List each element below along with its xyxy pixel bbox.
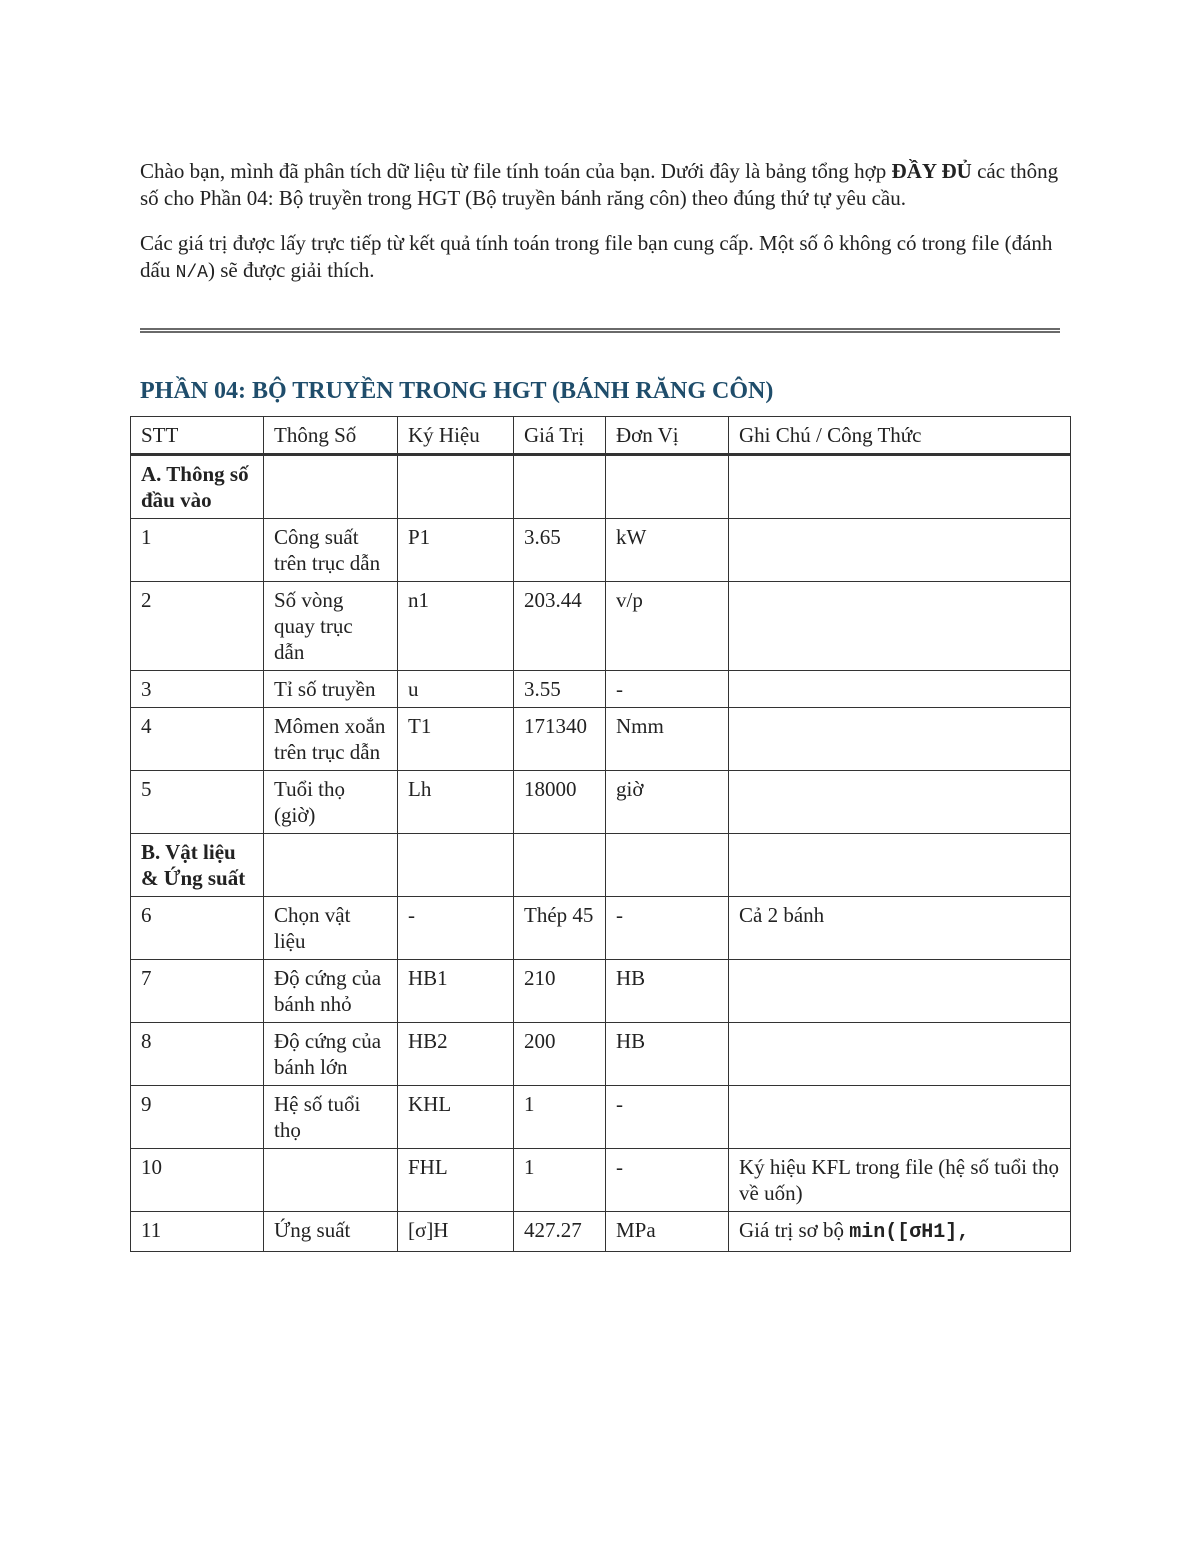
param-cell: Tuổi thọ (giờ) [264,771,398,834]
intro-text-part: Các giá trị được lấy trực tiếp từ kết quả tính toán trong file bạn cung cấp. Một số ô không có trong file (đánh dấu [140,231,1053,282]
value-cell: 3.65 [514,519,606,582]
unit-cell: - [606,671,729,708]
symbol-cell: T1 [398,708,514,771]
stt-cell: 9 [131,1086,264,1149]
value-cell: 18000 [514,771,606,834]
note-cell: Ký hiệu KFL trong file (hệ số tuổi thọ về uốn) [729,1149,1071,1212]
unit-cell: - [606,1149,729,1212]
stt-cell: 6 [131,897,264,960]
note-cell [729,1086,1071,1149]
stt-cell: 5 [131,771,264,834]
stt-cell: 1 [131,519,264,582]
intro-text-part: Chào bạn, mình đã phân tích dữ liệu từ file tính toán của bạn. Dưới đây là bảng tổng hợp [140,159,892,183]
empty-cell [264,834,398,897]
symbol-cell: HB2 [398,1023,514,1086]
symbol-cell: P1 [398,519,514,582]
param-cell [264,1149,398,1212]
note-cell [729,771,1071,834]
param-cell: Hệ số tuổi thọ [264,1086,398,1149]
header-cell: STT [131,417,264,455]
table-row [131,1149,1071,1212]
empty-cell [398,834,514,897]
stt-cell: 8 [131,1023,264,1086]
header-cell: Thông Số [264,417,398,455]
intro-paragraph-1 [140,158,1070,212]
value-cell: 171340 [514,708,606,771]
section-label: A. Thông số đầu vào [131,455,264,519]
note-cell [729,708,1071,771]
note-cell [729,671,1071,708]
stt-cell: 4 [131,708,264,771]
section-title: PHẦN 04: BỘ TRUYỀN TRONG HGT (BÁNH RĂNG CÔN) [140,378,774,404]
table-row [131,582,1071,671]
section-label: B. Vật liệu & Ứng suất [131,834,264,897]
note-formula: min([σH1], [849,1221,970,1244]
unit-cell: Nmm [606,708,729,771]
symbol-cell: Lh [398,771,514,834]
unit-cell: giờ [606,771,729,834]
param-cell: Mômen xoắn trên trục dẫn [264,708,398,771]
note-cell: Cả 2 bánh [729,897,1071,960]
unit-cell: - [606,897,729,960]
param-cell: Ứng suất [264,1212,398,1252]
empty-cell [729,834,1071,897]
header-cell: Đơn Vị [606,417,729,455]
symbol-cell: FHL [398,1149,514,1212]
header-cell: Ký Hiệu [398,417,514,455]
table-row [131,771,1071,834]
symbol-cell: [σ]H [398,1212,514,1252]
table-row [131,897,1071,960]
param-cell: Chọn vật liệu [264,897,398,960]
section-row-b [131,834,1071,897]
empty-cell [729,455,1071,519]
value-cell: Thép 45 [514,897,606,960]
note-text: Giá trị sơ bộ [739,1218,850,1242]
param-cell: Công suất trên trục dẫn [264,519,398,582]
table-row [131,1086,1071,1149]
table-row [131,1023,1071,1086]
table-row [131,708,1071,771]
unit-cell: MPa [606,1212,729,1252]
unit-cell: kW [606,519,729,582]
param-cell: Độ cứng của bánh lớn [264,1023,398,1086]
section-row-a [131,455,1071,519]
stt-cell: 3 [131,671,264,708]
symbol-cell: - [398,897,514,960]
table-row [131,1212,1071,1252]
note-cell [729,960,1071,1023]
empty-cell [398,455,514,519]
value-cell: 1 [514,1149,606,1212]
stt-cell: 10 [131,1149,264,1212]
empty-cell [514,834,606,897]
note-cell [729,582,1071,671]
empty-cell [606,834,729,897]
stt-cell: 2 [131,582,264,671]
table-row [131,960,1071,1023]
intro-text-part: ) sẽ được giải thích. [207,258,375,282]
param-cell: Số vòng quay trục dẫn [264,582,398,671]
value-cell: 210 [514,960,606,1023]
parameter-table [130,416,1071,1252]
value-cell: 3.55 [514,671,606,708]
value-cell: 200 [514,1023,606,1086]
param-cell: Tỉ số truyền [264,671,398,708]
table-row [131,671,1071,708]
unit-cell: - [606,1086,729,1149]
empty-cell [264,455,398,519]
symbol-cell: KHL [398,1086,514,1149]
note-cell [729,1023,1071,1086]
empty-cell [514,455,606,519]
intro-text-part: các thông số cho Phần 04: Bộ truyền trong HGT (Bộ truyền bánh răng côn) theo đúng thứ tự yêu cầu. [140,159,1059,210]
symbol-cell: n1 [398,582,514,671]
empty-cell [606,455,729,519]
note-cell [729,519,1071,582]
unit-cell: HB [606,1023,729,1086]
intro-text [140,158,1070,305]
stt-cell: 11 [131,1212,264,1252]
table-row [131,519,1071,582]
symbol-cell: u [398,671,514,708]
unit-cell: v/p [606,582,729,671]
note-cell [729,1212,1071,1252]
header-cell: Ghi Chú / Công Thức [729,417,1071,455]
value-cell: 203.44 [514,582,606,671]
unit-cell: HB [606,960,729,1023]
param-cell: Độ cứng của bánh nhỏ [264,960,398,1023]
table-header-row [131,417,1071,455]
intro-paragraph-2 [140,230,1070,287]
header-cell: Giá Trị [514,417,606,455]
horizontal-rule [140,328,1060,333]
value-cell: 1 [514,1086,606,1149]
intro-bold-text: ĐẦY ĐỦ [891,159,972,183]
inline-code: N/A [175,263,208,283]
symbol-cell: HB1 [398,960,514,1023]
stt-cell: 7 [131,960,264,1023]
value-cell: 427.27 [514,1212,606,1252]
